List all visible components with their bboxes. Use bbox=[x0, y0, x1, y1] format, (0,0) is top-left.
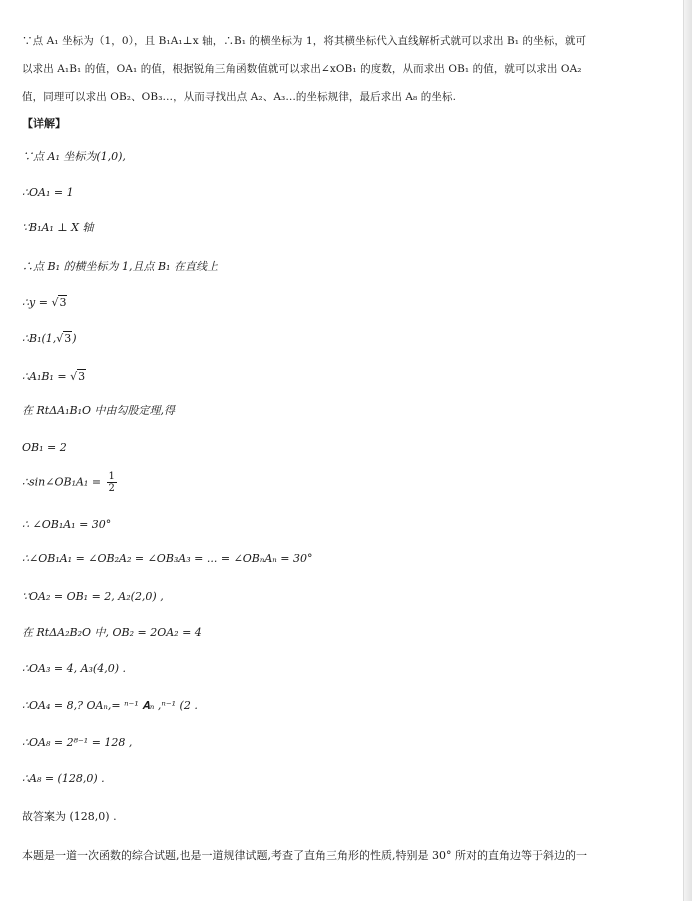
step-9: OB₁ = 2 bbox=[22, 441, 67, 454]
step-12: ∴∠OB₁A₁ = ∠OB₂A₂ = ∠OB₃A₃ = ... = ∠OBₙAₙ = 30° bbox=[22, 552, 313, 565]
step-6 bbox=[22, 332, 77, 346]
step-11: ∴ ∠OB₁A₁ = 30° bbox=[22, 518, 112, 531]
sqrt-symbol: √3 bbox=[56, 332, 72, 345]
step-10 bbox=[22, 471, 119, 494]
step-16: ∴OA₄ = 8,? OAₙ,= ⁿ⁻¹ 𝐀ₙ ,ⁿ⁻¹ (2 . bbox=[22, 699, 198, 712]
step-7-text: ∴A₁B₁ = bbox=[22, 370, 71, 383]
page-edge bbox=[683, 0, 692, 901]
step-7 bbox=[22, 370, 86, 384]
sqrt-symbol: √3 bbox=[51, 296, 67, 309]
step-2: ∴OA₁ = 1 bbox=[22, 186, 74, 199]
step-18: ∴A₈ = (128,0) . bbox=[22, 772, 105, 785]
commentary-line: 本题是一道一次函数的综合试题,也是一道规律试题,考查了直角三角形的性质,特别是 30° 所对的直角边等于斜边的一 bbox=[22, 849, 587, 862]
step-1: ∵点 A₁ 坐标为(1,0), bbox=[22, 150, 126, 163]
step-10-text: ∴sin∠OB₁A₁ = bbox=[22, 475, 105, 489]
step-4: ∴点 B₁ 的横坐标为 1,且点 B₁ 在直线上 bbox=[22, 260, 218, 273]
intro-line-2: 以求出 A₁B₁ 的值，OA₁ 的值，根据锐角三角函数值就可以求出∠xOB₁ 的度数，从而求出 OB₁ 的值，就可以求出 OA₂ bbox=[22, 63, 582, 75]
fraction-one-half bbox=[107, 471, 117, 494]
fraction-numerator: 1 bbox=[108, 471, 115, 482]
intro-line-3: 值，同理可以求出 OB₂、OB₃…，从而寻找出点 A₂、A₃…的坐标规律，最后求出 A₈ 的坐标. bbox=[22, 91, 457, 103]
sqrt-symbol: √3 bbox=[70, 370, 86, 383]
close-paren: ) bbox=[72, 332, 77, 345]
answer-line: 故答案为 (128,0) . bbox=[22, 810, 117, 823]
intro-line-1: ∵点 A₁ 坐标为（1，0），且 B₁A₁⊥x 轴，∴B₁ 的横坐标为 1，将其横坐标代入直线解析式就可以求出 B₁ 的坐标，就可 bbox=[22, 35, 587, 47]
section-heading: 【详解】 bbox=[22, 117, 66, 130]
step-15: ∴OA₃ = 4, A₃(4,0) . bbox=[22, 662, 126, 675]
fraction-denominator: 2 bbox=[108, 483, 115, 494]
step-5 bbox=[22, 296, 67, 310]
step-14: 在 RtΔA₂B₂O 中, OB₂ = 2OA₂ = 4 bbox=[22, 626, 202, 639]
sqrt-radicand: 3 bbox=[64, 332, 72, 345]
step-13: ∵OA₂ = OB₁ = 2, A₂(2,0) , bbox=[22, 590, 164, 603]
step-8: 在 RtΔA₁B₁O 中由勾股定理,得 bbox=[22, 404, 176, 417]
step-6-text: ∴B₁(1, bbox=[22, 332, 57, 345]
sqrt-radicand: 3 bbox=[59, 296, 67, 309]
step-5-text: ∴y = bbox=[22, 296, 52, 309]
sqrt-radicand: 3 bbox=[78, 370, 86, 383]
step-17: ∴OA₈ = 2⁸⁻¹ = 128 , bbox=[22, 736, 133, 749]
step-3: ∵B₁A₁ ⊥ X 轴 bbox=[22, 221, 94, 234]
